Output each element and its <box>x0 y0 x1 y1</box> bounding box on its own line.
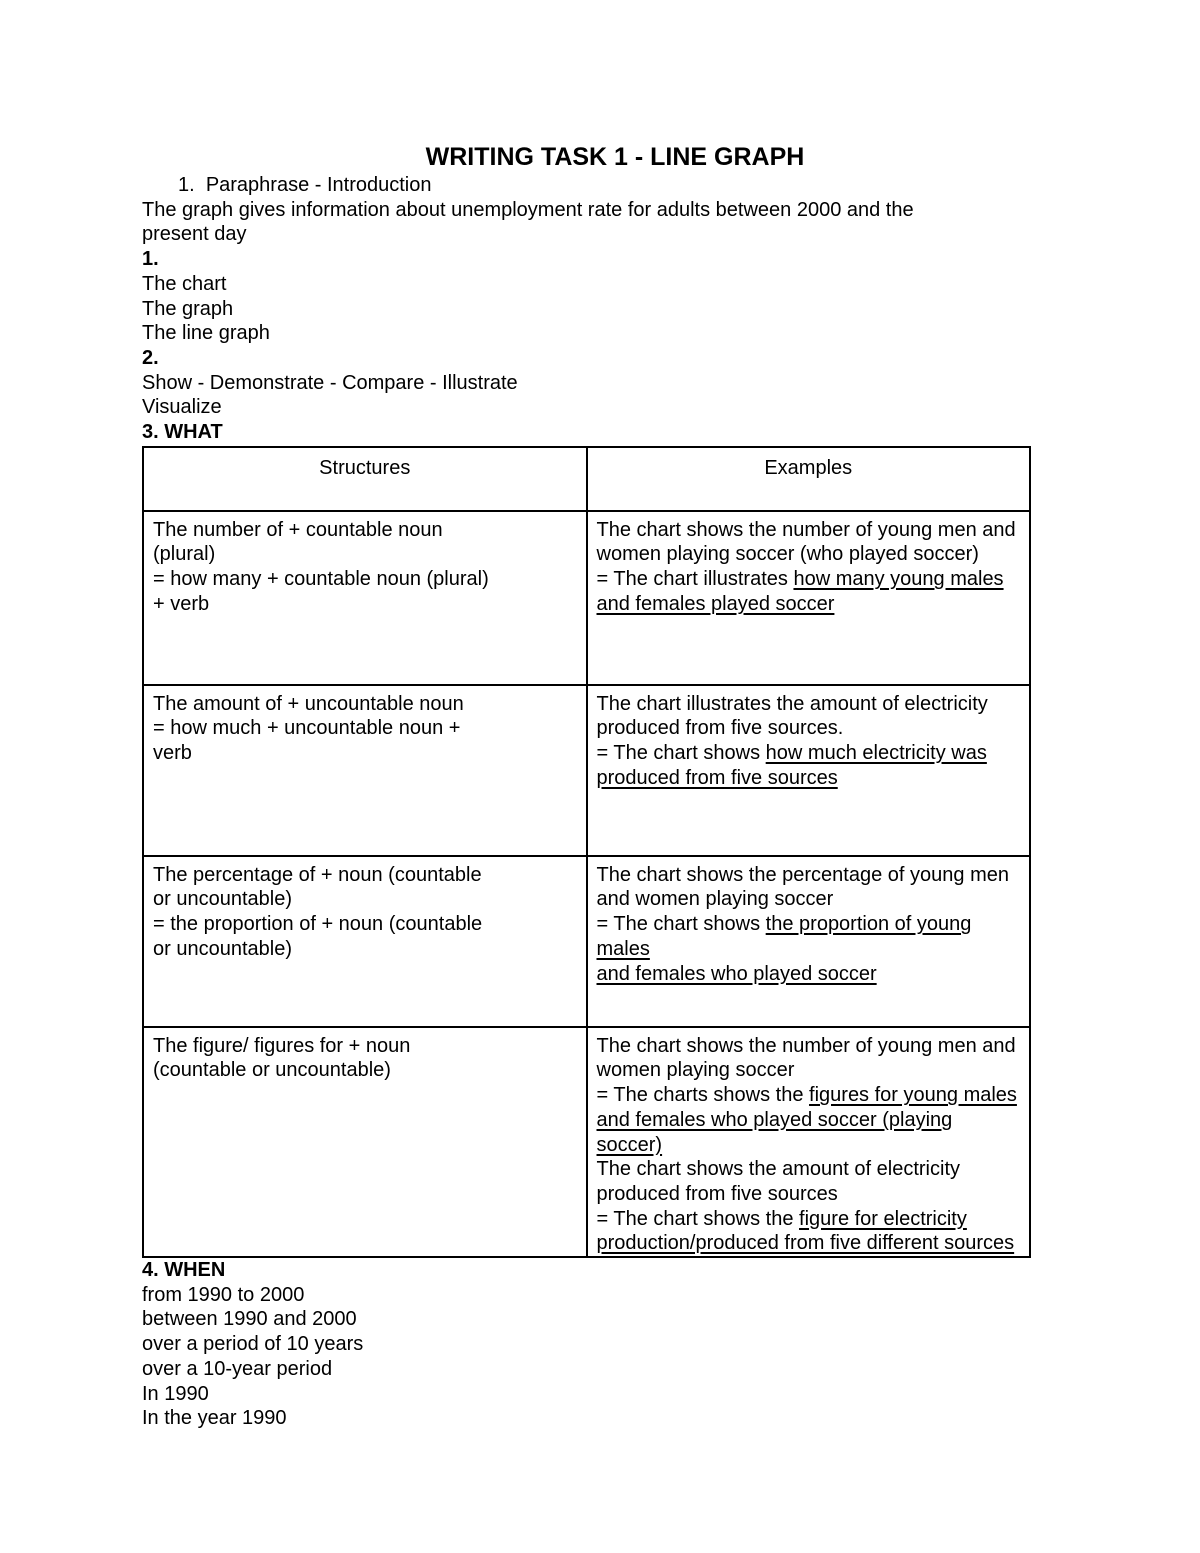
underlined-text: the proportion of young males <box>596 913 972 960</box>
structure-cell <box>143 685 587 856</box>
subject-option: The line graph <box>142 322 270 345</box>
cell-line: women playing soccer <box>596 1059 795 1082</box>
cell-line: The number of + countable noun <box>153 518 443 541</box>
document-content <box>142 142 1032 1431</box>
cell-text: = The chart shows the <box>596 1207 800 1230</box>
underlined-text: produced from five sources <box>596 766 838 789</box>
cell-line: or uncountable) <box>153 937 292 960</box>
cell-line <box>597 912 1021 961</box>
cell-line: (plural) <box>153 543 216 566</box>
underlined-text: figures for young males <box>809 1084 1017 1107</box>
list-number: 1. <box>178 174 195 196</box>
cell-text: = The charts shows the <box>596 1084 810 1107</box>
underlined-text: production/produced from five different sources <box>596 1232 1015 1255</box>
cell-line: produced from five sources <box>596 1182 838 1205</box>
structure-cell <box>143 511 587 685</box>
cell-line: = how many + countable noun (plural) <box>153 568 489 591</box>
subject-option: The chart <box>142 272 227 295</box>
underlined-text: how many young males <box>793 568 1004 591</box>
underlined-text: and females who played soccer (playing soccer) <box>596 1108 953 1156</box>
table-row <box>143 511 1030 685</box>
ordered-list-item <box>142 173 1032 198</box>
verb-options-line-2: Visualize <box>142 396 222 419</box>
cell-line: verb <box>153 742 192 765</box>
structure-cell <box>143 1027 587 1257</box>
section-4-heading: 4. WHEN <box>142 1259 226 1282</box>
time-phrase: over a 10-year period <box>142 1357 333 1380</box>
section-2-heading: 2. <box>142 346 159 369</box>
cell-line <box>597 1207 1021 1232</box>
cell-line: or uncountable) <box>153 888 292 911</box>
table-row <box>143 1027 1030 1257</box>
cell-line: and women playing soccer <box>596 888 834 911</box>
cell-line: The figure/ figures for + noun <box>153 1034 411 1057</box>
cell-line: + verb <box>153 592 210 615</box>
verb-options-line-1: Show - Demonstrate - Compare - Illustrate <box>142 371 518 394</box>
cell-line: The chart illustrates the amount of electricity <box>596 692 988 715</box>
cell-line: The amount of + uncountable noun <box>153 692 464 715</box>
cell-line <box>597 567 1021 592</box>
column-header-examples: Examples <box>587 447 1031 511</box>
cell-line: = the proportion of + noun (countable <box>153 913 483 936</box>
underlined-text: and females played soccer <box>596 592 835 615</box>
table-row <box>143 685 1030 856</box>
cell-line: = how much + uncountable noun + <box>153 717 461 740</box>
table-row <box>143 856 1030 1027</box>
example-cell <box>587 511 1031 685</box>
intro-sentence-line-2: present day <box>142 223 247 246</box>
cell-line: The chart shows the percentage of young men <box>596 863 1009 886</box>
example-cell <box>587 1027 1031 1257</box>
cell-line: The chart shows the number of young men and <box>596 518 1016 541</box>
page-title: WRITING TASK 1 - LINE GRAPH <box>425 143 805 171</box>
time-phrase: from 1990 to 2000 <box>142 1283 305 1306</box>
cell-line: The chart shows the number of young men and <box>596 1034 1016 1057</box>
cell-line: The chart shows the amount of electricity <box>596 1158 960 1181</box>
example-cell <box>587 856 1031 1027</box>
cell-line: The percentage of + noun (countable <box>153 863 482 886</box>
underlined-text: figure for electricity <box>799 1207 967 1230</box>
underlined-text: how much electricity was <box>765 742 987 765</box>
section-1-heading: 1. <box>142 248 159 271</box>
example-cell <box>587 685 1031 856</box>
structure-cell <box>143 856 587 1027</box>
time-phrase: between 1990 and 2000 <box>142 1308 357 1331</box>
cell-line: produced from five sources. <box>596 717 844 740</box>
underlined-text: and females who played soccer <box>596 962 877 985</box>
column-header-structures: Structures <box>143 447 587 511</box>
cell-line <box>597 741 1021 766</box>
structures-table <box>142 446 1031 1258</box>
time-phrase: In 1990 <box>142 1382 209 1405</box>
cell-line: (countable or uncountable) <box>153 1059 391 1082</box>
subject-option: The graph <box>142 297 234 320</box>
section-3-heading: 3. WHAT <box>142 421 223 444</box>
table-header-row <box>143 447 1030 511</box>
cell-text: = The chart shows <box>596 742 766 765</box>
cell-text: = The chart illustrates <box>596 568 794 591</box>
time-phrase: In the year 1990 <box>142 1407 287 1430</box>
cell-line <box>597 1083 1021 1108</box>
time-phrase: over a period of 10 years <box>142 1333 364 1356</box>
list-item-label: Paraphrase - Introduction <box>205 174 432 196</box>
intro-sentence-line-1: The graph gives information about unemployment rate for adults between 2000 and the <box>142 198 914 221</box>
cell-line: women playing soccer (who played soccer) <box>596 543 979 566</box>
cell-text: = The chart shows <box>596 913 766 936</box>
